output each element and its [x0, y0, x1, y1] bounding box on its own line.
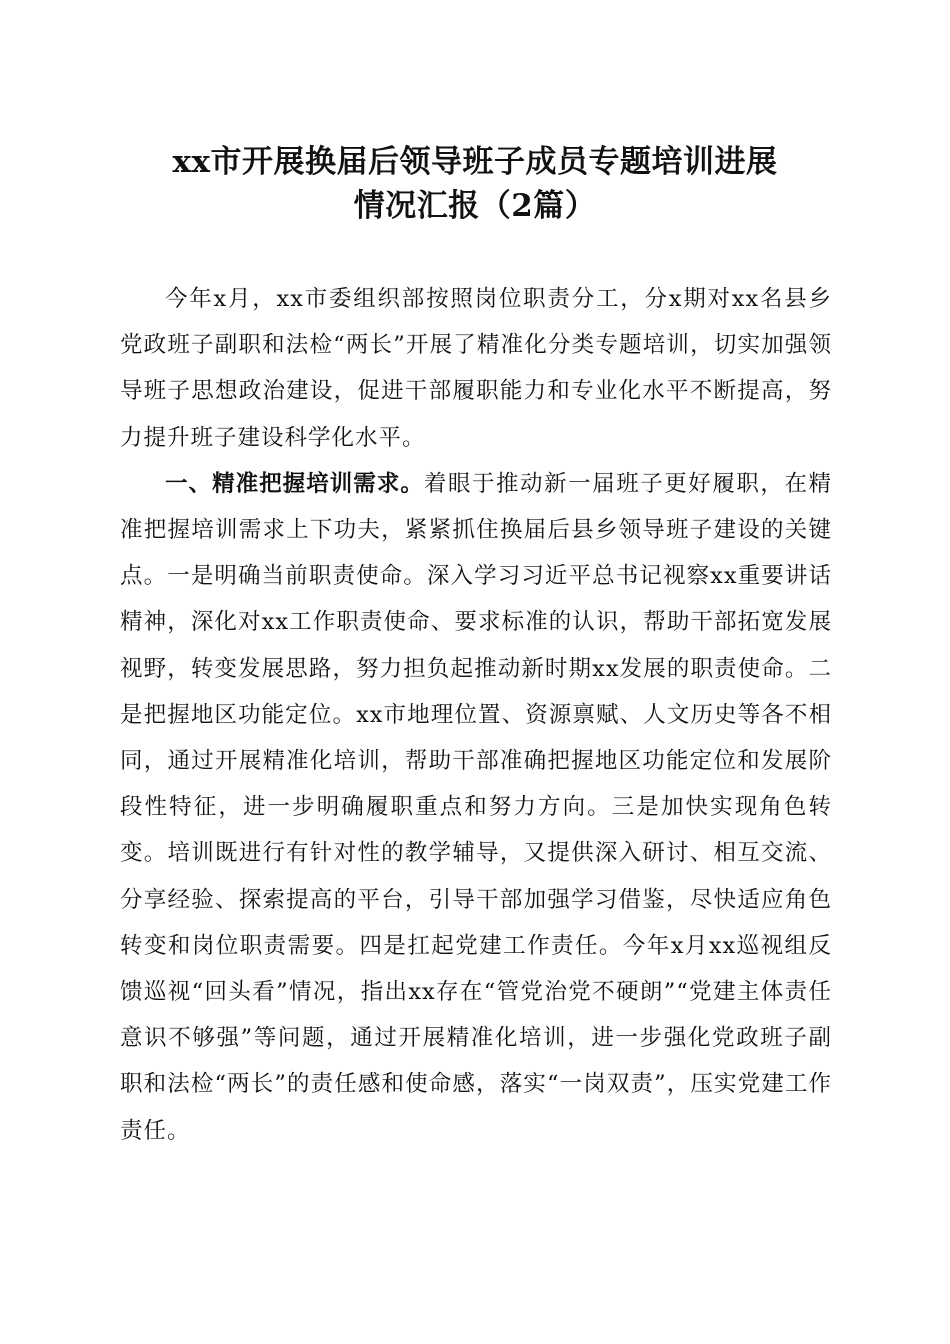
section-1-heading: 一、精准把握培训需求。 — [165, 470, 424, 497]
title-line-1: xx市开展换届后领导班子成员专题培训进展 — [172, 144, 778, 180]
document-body — [120, 276, 832, 1154]
document-title — [100, 140, 850, 228]
section-1-paragraph — [120, 461, 832, 1154]
intro-paragraph: 今年x月，xx市委组织部按照岗位职责分工，分x期对xx名县乡党政班子副职和法检“两长”开展了精准化分类专题培训，切实加强领导班子思想政治建设，促进干部履职能力和专业化水平不断提高，努力提升班子建设科学化水平。 — [120, 286, 832, 451]
section-1-body: 着眼于推动新一届班子更好履职，在精准把握培训需求上下功夫，紧紧抓住换届后县乡领导班子建设的关键点。一是明确当前职责使命。深入学习习近平总书记视察xx重要讲话精神，深化对xx工作职责使命、要求标准的认识，帮助干部拓宽发展视野，转变发展思路，努力担负起推动新时期xx发展的职责使命。二是把握地区功能定位。xx市地理位置、资源禀赋、人文历史等各不相同，通过开展精准化培训，帮助干部准确把握地区功能定位和发展阶段性特征，进一步明确履职重点和努力方向。三是加快实现角色转变。培训既进行有针对性的教学辅导，又提供深入研讨、相互交流、分享经验、探索提高的平台，引导干部加强学习借鉴，尽快适应角色转变和岗位职责需要。四是扛起党建工作责任。今年x月xx巡视组反馈巡视“回头看”情况，指出xx存在“管党治党不硬朗”“党建主体责任意识不够强”等问题，通过开展精准化培训，进一步强化党政班子副职和法检“两长”的责任感和使命感，落实“一岗双责”，压实党建工作责任。 — [120, 470, 832, 1144]
title-line-2: 情况汇报（2篇） — [353, 188, 597, 224]
